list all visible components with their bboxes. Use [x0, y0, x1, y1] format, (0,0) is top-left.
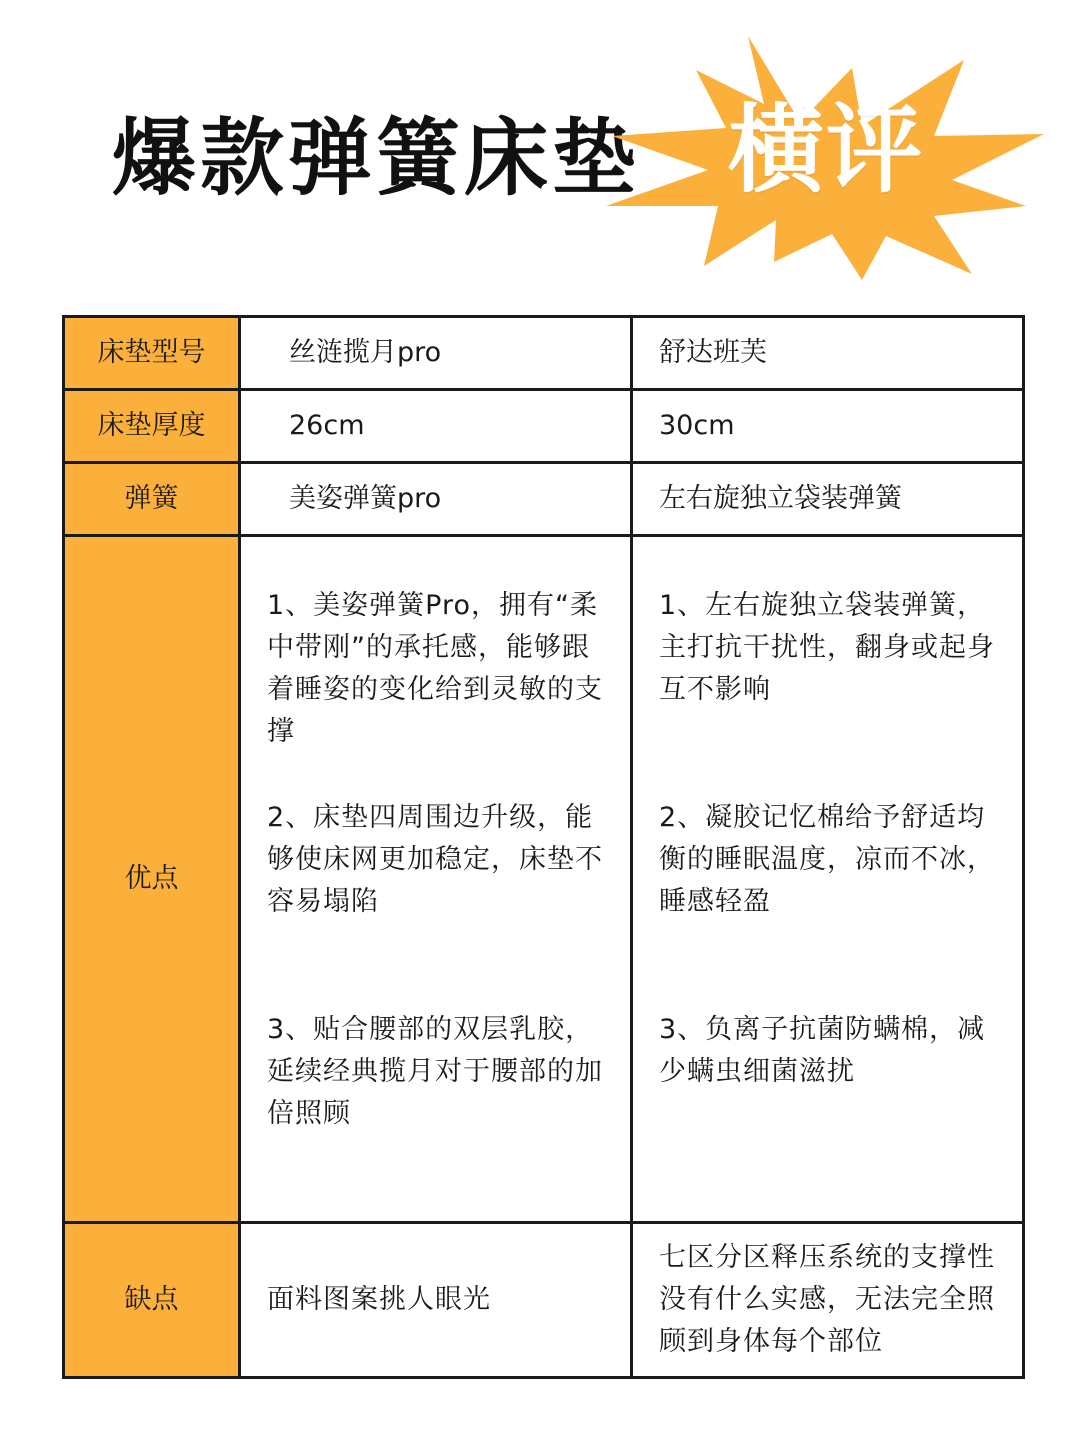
list-item: 1、左右旋独立袋装弹簧，主打抗干扰性，翻身或起身互不影响	[659, 590, 995, 705]
table-cell: 美姿弹簧pro	[240, 463, 632, 536]
row-label: 床垫厚度	[64, 390, 240, 463]
row-label: 优点	[64, 536, 240, 1223]
table-cell	[632, 536, 1024, 1223]
list-item: 2、床垫四周围边升级，能够使床网更加稳定，床垫不容易塌陷	[267, 802, 603, 917]
table-cell: 30cm	[632, 390, 1024, 463]
table-row-model	[64, 317, 1024, 390]
table-cell: 左右旋独立袋装弹簧	[632, 463, 1024, 536]
page-title: 爆款弹簧床垫	[112, 109, 641, 207]
table-cell	[240, 1223, 632, 1378]
table-cell: 舒达班芙	[632, 317, 1024, 390]
list-item: 1、美姿弹簧Pro，拥有“柔中带刚”的承托感，能够跟着睡姿的变化给到灵敏的支撑	[267, 590, 603, 747]
row-label: 弹簧	[64, 463, 240, 536]
list-item: 2、凝胶记忆棉给予舒适均衡的睡眠温度，凉而不冰，睡感轻盈	[659, 802, 995, 917]
table-cell	[632, 1223, 1024, 1378]
cons-text: 七区分区释压系统的支撑性没有什么实感，无法完全照顾到身体每个部位	[659, 1242, 995, 1357]
badge-text: 横评	[728, 94, 924, 206]
starburst-badge	[600, 30, 1050, 280]
comparison-table	[62, 315, 1025, 1379]
table-cell: 26cm	[240, 390, 632, 463]
table-row-spring	[64, 463, 1024, 536]
cons-text: 面料图案挑人眼光	[267, 1284, 491, 1315]
table-cell	[240, 536, 632, 1223]
list-item: 3、贴合腰部的双层乳胶，延续经典揽月对于腰部的加倍照顾	[267, 1014, 603, 1129]
table-row-cons	[64, 1223, 1024, 1378]
row-label: 缺点	[64, 1223, 240, 1378]
table-row-pros	[64, 536, 1024, 1223]
row-label: 床垫型号	[64, 317, 240, 390]
table-row-thickness	[64, 390, 1024, 463]
table-cell: 丝涟揽月pro	[240, 317, 632, 390]
list-item: 3、负离子抗菌防螨棉，减少螨虫细菌滋扰	[659, 1014, 986, 1087]
